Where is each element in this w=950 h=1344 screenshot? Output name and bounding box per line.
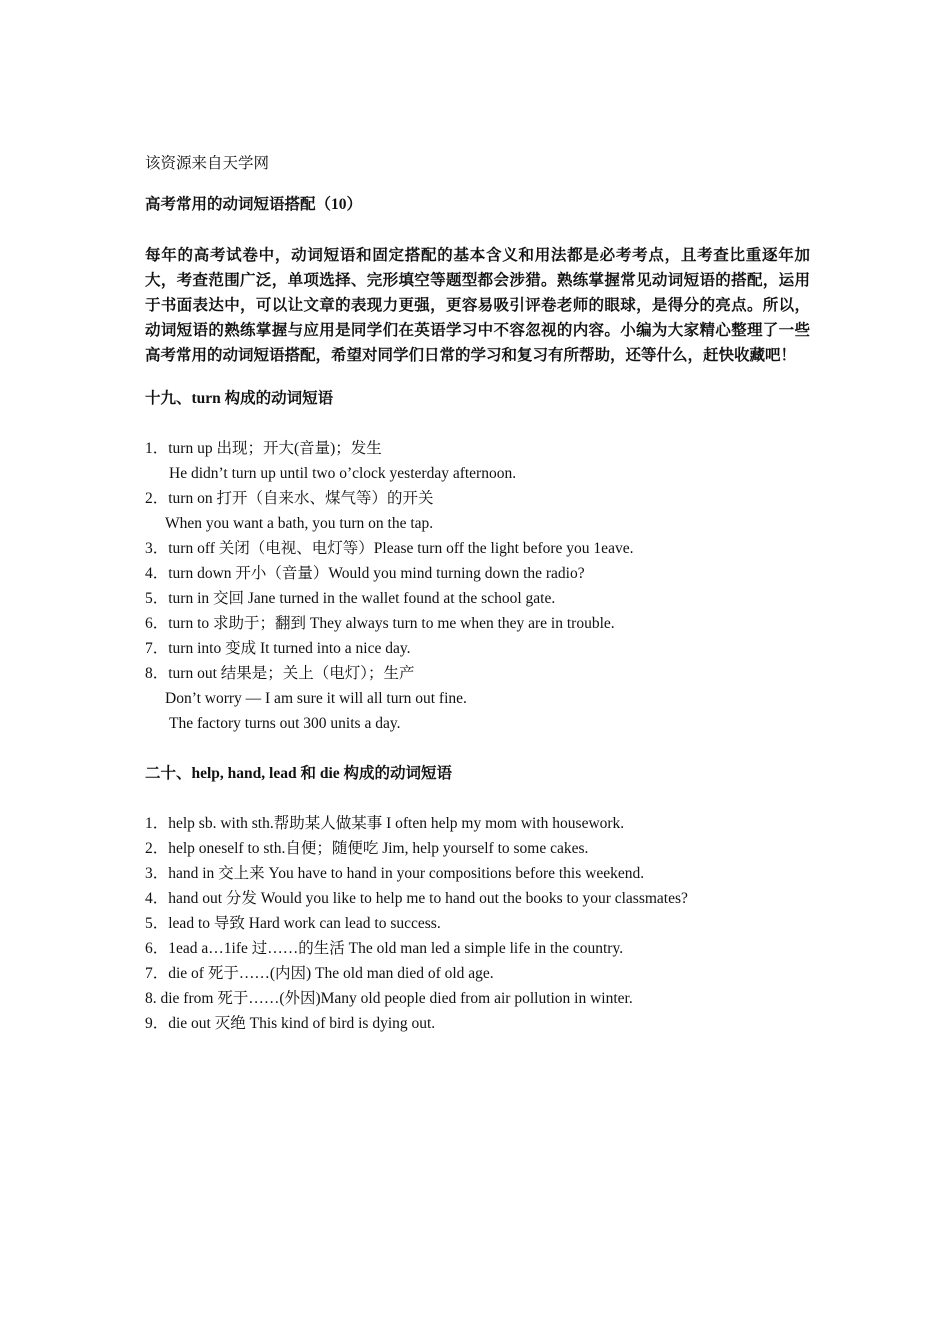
document-title: 高考常用的动词短语搭配（10） — [145, 196, 363, 213]
list-item: 4．hand out 分发 Would you like to help me to hand out the books to your classmates? — [145, 890, 688, 907]
list-item: 6．1ead a…1ife 过……的生活 The old man led a simple life in the country. — [145, 940, 624, 957]
list-item: 3．turn off 关闭（电视、电灯等）Please turn off the light before you 1eave. — [145, 540, 634, 557]
list-item: 1．help sb. with sth.帮助某人做某事 I often help my mom with housework. — [145, 815, 625, 832]
intro-paragraph: 每年的高考试卷中，动词短语和固定搭配的基本含义和用法都是必考考点，且考查比重逐年加大，考查范围广泛，单项选择、完形填空等题型都会涉猎。熟练掌握常见动词短语的搭配，运用于书面表达中，可以让文章的表现力更强，更容易吸引评卷老师的眼球，是得分的亮点。所以，动词短语的熟练掌握与应用是同学们在英语学习中不容忽视的内容。小编为大家精心整理了一些高考常用的动词短语搭配，希望对同学们日常的学习和复习有所帮助，还等什么，赶快收藏吧！ — [145, 247, 810, 364]
section-19-heading: 十九、turn 构成的动词短语 — [145, 390, 334, 407]
example-sentence: Don’t worry — I am sure it will all turn out fine. — [165, 690, 467, 707]
section-20-list — [145, 811, 810, 1036]
list-item: 4．turn down 开小（音量）Would you mind turning down the radio? — [145, 565, 585, 582]
section-19-list — [145, 436, 810, 736]
list-item: 7．turn into 变成 It turned into a nice day. — [145, 640, 411, 657]
list-item: 2．turn on 打开（自来水、煤气等）的开关 — [145, 490, 434, 507]
list-item: 6．turn to 求助于；翻到 They always turn to me when they are in trouble. — [145, 615, 615, 632]
list-item: 3．hand in 交上来 You have to hand in your compositions before this weekend. — [145, 865, 645, 882]
list-item: 9．die out 灭绝 This kind of bird is dying out. — [145, 1015, 436, 1032]
document-page — [145, 151, 810, 1061]
example-sentence: The factory turns out 300 units a day. — [169, 715, 401, 732]
list-item: 5．turn in 交回 Jane turned in the wallet found at the school gate. — [145, 590, 556, 607]
list-item: 1．turn up 出现；开大(音量)；发生 — [145, 440, 382, 457]
example-sentence: He didn’t turn up until two o’clock yesterday afternoon. — [169, 465, 517, 482]
list-item: 8. die from 死于……(外因)Many old people died from air pollution in winter. — [145, 990, 633, 1007]
list-item: 7．die of 死于……(内因) The old man died of old age. — [145, 965, 494, 982]
list-item: 2．help oneself to sth.自便；随便吃 Jim, help yourself to some cakes. — [145, 840, 589, 857]
source-note: 该资源来自天学网 — [145, 155, 270, 172]
section-20-heading: 二十、help, hand, lead 和 die 构成的动词短语 — [145, 765, 453, 782]
example-sentence: When you want a bath, you turn on the tap. — [165, 515, 434, 532]
list-item: 5．lead to 导致 Hard work can lead to success. — [145, 915, 441, 932]
list-item: 8．turn out 结果是；关上（电灯）；生产 — [145, 665, 415, 682]
